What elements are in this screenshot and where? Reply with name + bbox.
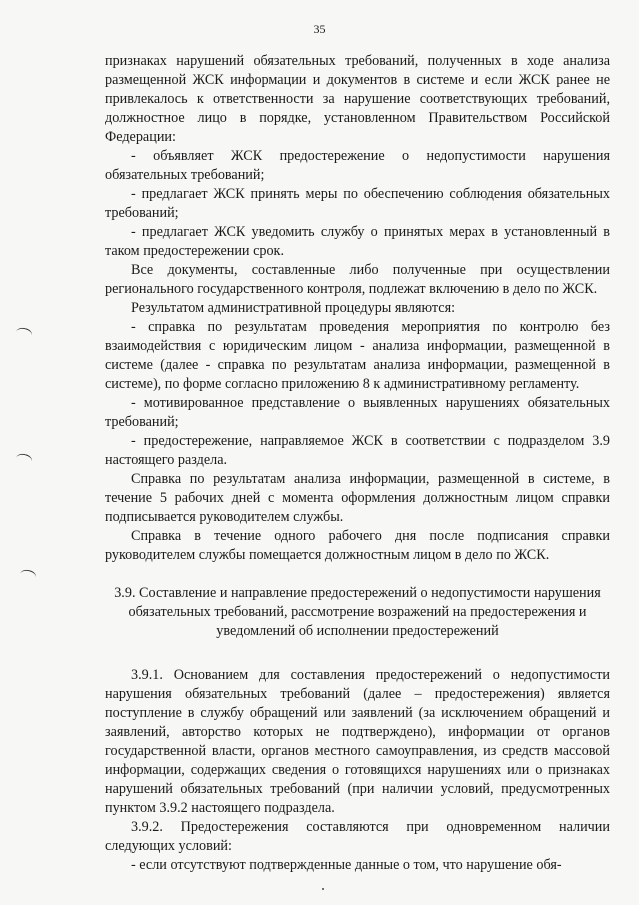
paragraph: Справка по результатам анализа информации, размещенной в системе, в течение 5 рабочих дней с момента оформления должностным лицом справки подписывается руководителем службы.	[105, 471, 610, 525]
paragraph: Результатом административной процедуры являются:	[131, 300, 456, 316]
paragraph: 3.9.1. Основанием для составления предостережений о недопустимости нарушения обязательных требований (далее – предостережения) является поступление в службу обращений или заявлений (за исключением обращений и заявлений, авторство которых не подтверждено), информации от органов государственной власти, органов местного самоуправления, из средств массовой информации, содержащих сведения о готовящихся нарушениях или о признаках нарушений обязательных требований (при наличии условий, предусмотренных пунктом 3.9.2 настоящего подраздела.	[105, 667, 610, 816]
margin-mark	[15, 452, 33, 466]
document-body	[105, 52, 610, 875]
paragraph: - справка по результатам проведения мероприятия по контролю без взаимодействия с юридическим лицом - анализа информации, размещенной в системе (далее - справка по результатам анализа информации, размещенной в системе), по форме согласно приложению 8 к административному регламенту.	[105, 319, 610, 392]
paragraph: - если отсутствуют подтвержденные данные о том, что нарушение обя-	[131, 857, 562, 873]
paragraph: Справка в течение одного рабочего дня после подписания справки руководителем службы помещается должностным лицом в дело по ЖСК.	[105, 528, 610, 563]
paragraph: Все документы, составленные либо полученные при осуществлении регионального государственного контроля, подлежат включению в дело по ЖСК.	[105, 262, 610, 297]
margin-mark	[15, 326, 33, 340]
paragraph: - объявляет ЖСК предостережение о недопустимости нарушения обязательных требований;	[105, 148, 610, 183]
section-paragraph-block	[105, 666, 610, 875]
paragraph: - предлагает ЖСК уведомить службу о принятых мерах в установленный в таком предостережении срок.	[105, 224, 610, 259]
paragraph: - предлагает ЖСК принять меры по обеспечению соблюдения обязательных требований;	[105, 186, 610, 221]
scan-dot	[322, 888, 324, 890]
paragraph: - предостережение, направляемое ЖСК в соответствии с подразделом 3.9 настоящего раздела.	[105, 433, 610, 468]
paragraph: признаках нарушений обязательных требований, полученных в ходе анализа размещенной ЖСК информации и документов в системе и если ЖСК ранее не привлекалось к ответственности за нарушение соответствующих требований, должностное лицо в порядке, установленном Правительством Российской Федерации:	[105, 53, 610, 145]
page-number: 35	[313, 22, 326, 36]
paragraph-block	[105, 52, 610, 565]
paragraph: 3.9.2. Предостережения составляются при одновременном наличии следующих условий:	[105, 819, 610, 854]
margin-mark	[19, 568, 37, 582]
paragraph: - мотивированное представление о выявленных нарушениях обязательных требований;	[105, 395, 610, 430]
section-heading: 3.9. Составление и направление предостережений о недопустимости нарушения обязательных требований, рассмотрение возражений на предостережения и уведомлений об исполнении предостережений	[114, 585, 601, 639]
